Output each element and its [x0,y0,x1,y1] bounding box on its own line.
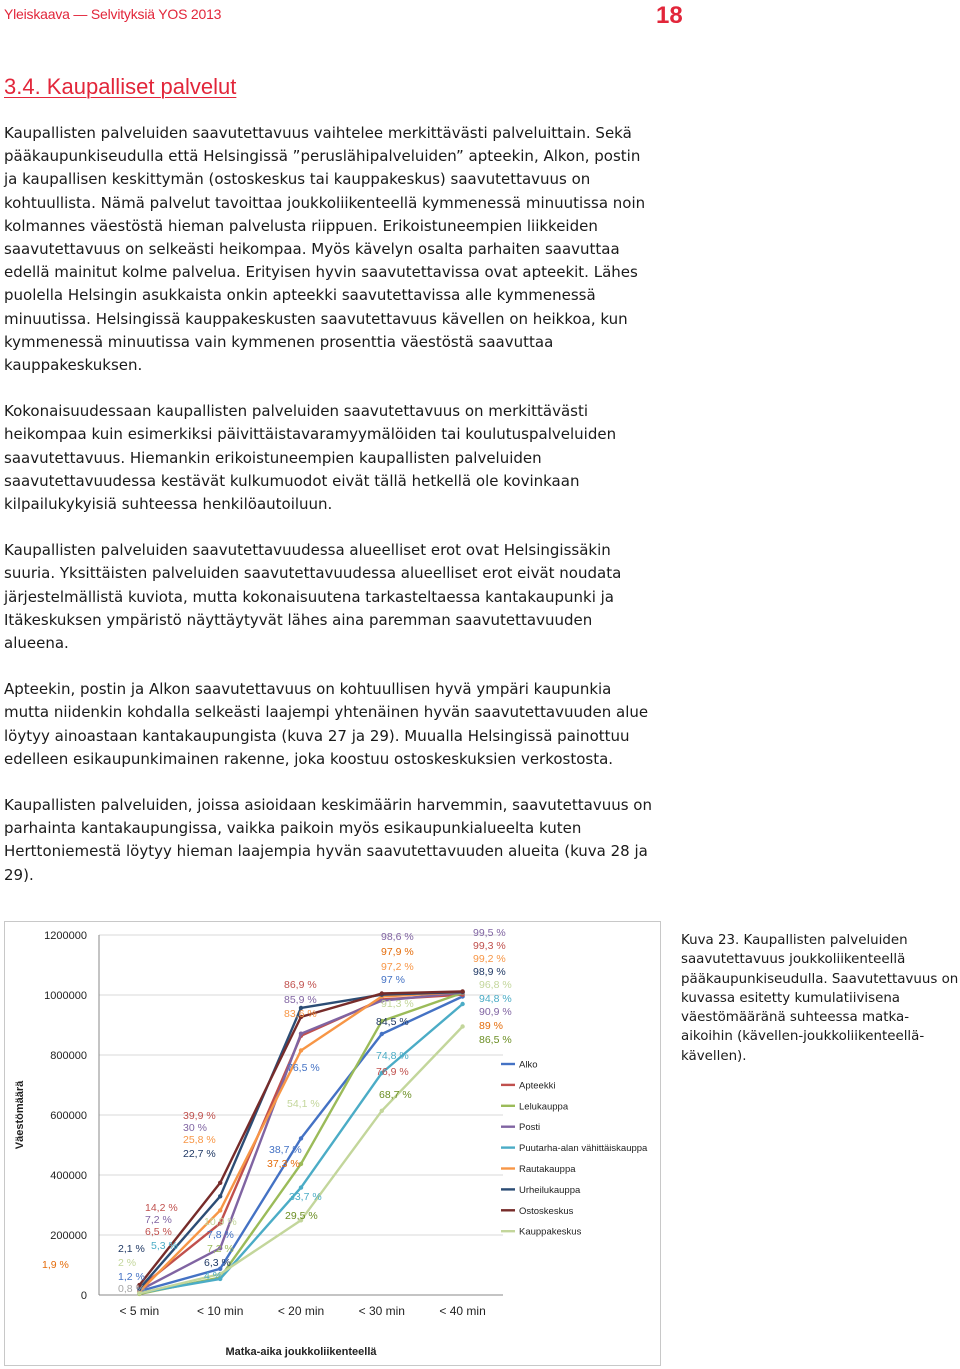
data-label: 86,9 % [284,979,317,991]
y-tick-label: 1000000 [44,990,87,1002]
data-label: 6,5 % [145,1226,172,1238]
series-point [218,1208,222,1212]
series-point [299,1032,303,1036]
data-label: 38,7 % [269,1144,302,1156]
data-label: 2 % [118,1257,137,1269]
data-label: 68,7 % [379,1089,412,1101]
series-point [380,1109,384,1113]
legend-label: Urheilukauppa [519,1184,581,1196]
data-label: 97 % [381,974,405,986]
legend-label: Alko [519,1059,538,1071]
legend-label: Posti [519,1122,541,1134]
data-label: 1,9 % [42,1259,69,1271]
legend-label: Puutarha-alan vähittäiskauppa [519,1143,648,1155]
y-tick-label: 400000 [50,1170,87,1182]
page-number: 18 [656,2,683,29]
chart-frame [4,921,661,1366]
data-label: 10,9 % [204,1216,237,1228]
x-tick-label: < 30 min [358,1304,405,1318]
paragraph-5: Kaupallisten palveluiden, joissa asioidaan keskimäärin harvemmin, saavutettavuus on parhainta kantakaupungissa, vaikka paikoin myös esikaupunkialueelta kuten Herttoniemestä löytyy hieman laajempia hyvän saavutettavuuden alueita (kuva 28 ja 29). [4,796,652,884]
data-label: 4 % [204,1270,223,1282]
data-label: 30 % [183,1122,207,1134]
x-tick-label: < 10 min [197,1304,244,1318]
paragraph-2: Kokonaisuudessaan kaupallisten palveluiden saavutettavuus on merkittävästi heikompaa kuin esimerkiksi päivittäistavaramyymälöiden tai koulutuspalveluiden saavutettavuus. Hiemankin erikoistuneempien kaupallisten palveluiden saavutettavuudessa kestävät kulkumuodot eivät tällä hetkellä ole kovinkaan kilpailukykyisiä suhteessa henkilöautoiluun. [4,402,617,514]
series-point [380,991,384,995]
data-label: 76,5 % [287,1062,320,1074]
data-label: 85,9 % [284,994,317,1006]
legend-label: Lelukauppa [519,1101,569,1113]
data-label: 7,2 % [207,1243,234,1255]
data-label: 86,5 % [479,1034,512,1046]
data-label: 98,9 % [473,966,506,978]
data-label: 76,9 % [376,1066,409,1078]
series-point [299,1048,303,1052]
data-label: 37,3 % [267,1158,300,1170]
data-label: 25,8 % [183,1134,216,1146]
figure-caption: Kuva 23. Kaupallisten palveluiden saavutettavuus joukkoliikenteellä pääkaupunkiseudulla. Saavutettavuus on kuvassa esitetty kumulatiivisena väestömääränä suhteessa matka-aikoihin (kävellen-joukkoliikenteellä-kävellen). [681,933,959,1064]
data-label: 74,8 % [376,1050,409,1062]
legend-label: Kauppakeskus [519,1226,582,1238]
paragraph-1: Kaupallisten palveluiden saavutettavuus vaihtelee merkittävästi palveluittain. Sekä pääkaupunkiseudulla että Helsingissä ”peruslähipalveluiden” apteekin, Alkon, postin ja kaupallisen keskittymän (ostoskeskus tai kauppakeskus) saavutettavuus on kohtuullista. Nämä palvelut tavoittaa joukkoliikenteellä kymmenessä minuutissa noin kolmannes väestöstä hieman palvelusta riippuen. Erikoistuneempien liikkeiden saavutettavuus on selkeästi heikompaa. Myös kävelyn osalta parhaiten saavuttaa edellä mainitut kolme palvelua. Erityisen hyvin saavutettavissa ovat apteekit. Lähes puolella Helsingin asukkaista onkin apteekki saavutettavissa alle kymmenessä minuutissa. Helsingissä kauppakeskusten saavutettavuus kävellen on heikkoa, kun kymmenessä minuutissa vain kymmenen prosenttia väestöstä saavuttaa kauppakeskuksen. [4,124,646,375]
y-tick-label: 1200000 [44,930,87,942]
data-label: 83,6 % [284,1008,317,1020]
data-label: 29,5 % [285,1210,318,1222]
x-tick-label: < 40 min [439,1304,486,1318]
series-point [460,989,464,993]
legend-label: Apteekki [519,1080,556,1092]
series-point [460,1002,464,1006]
y-axis-title: Väestömäärä [14,1080,26,1150]
data-label: 91,3 % [381,998,414,1010]
x-axis-title: Matka-aika joukkoliikenteellä [225,1346,377,1358]
y-tick-label: 0 [80,1290,87,1302]
legend-label: Ostoskeskus [519,1205,574,1217]
series-point [218,1194,222,1198]
y-tick-label: 600000 [50,1110,87,1122]
data-label: 89 % [479,1020,503,1032]
paragraph-3: Kaupallisten palveluiden saavutettavuudessa alueelliset erot ovat Helsingissäkin suuria. Yksittäisten palveluiden saavutettavuudessa alueelliset erot eivät noudata järjestelmällistä kuviota, mutta kokonaisuutena tarkasteltaessa kantakaupunki ja Itäkeskuksen ympäristö näyttäytyvät lähes aina paremman saavutettavuuden alueena. [4,541,622,653]
data-label: 99,2 % [473,953,506,965]
data-label: 97,2 % [381,961,414,973]
data-label: 2,1 % [118,1243,145,1255]
y-tick-label: 200000 [50,1230,87,1242]
data-label: 22,7 % [183,1148,216,1160]
series-point [460,1024,464,1028]
data-label: 33,7 % [289,1191,322,1203]
body-text [4,122,654,910]
series-point [299,1185,303,1189]
data-label: 96,8 % [479,979,512,991]
section-title: 3.4. Kaupalliset palvelut [4,74,237,99]
data-label: 99,5 % [473,927,506,939]
publication-header: Yleiskaava — Selvityksiä YOS 2013 [4,6,222,22]
data-label: 39,9 % [183,1110,216,1122]
data-label: 84,5 % [376,1016,409,1028]
data-label: 94,8 % [479,993,512,1005]
data-label: 99,3 % [473,940,506,952]
series-point [299,1136,303,1140]
x-tick-label: < 20 min [277,1304,325,1318]
data-label: 6,3 % [204,1257,231,1269]
y-tick-label: 800000 [50,1050,87,1062]
data-label: 7,8 % [207,1229,234,1241]
legend-label: Rautakauppa [519,1164,576,1175]
series-point [218,1181,222,1185]
data-label: 7,2 % [145,1214,172,1226]
data-label: 5,3 % [151,1240,178,1252]
series-point [380,1032,384,1036]
data-label: 90,9 % [479,1006,512,1018]
data-label: 97,9 % [381,946,414,958]
data-label: 14,2 % [145,1202,178,1214]
x-tick-label: < 5 min [119,1304,160,1318]
accessibility-line-chart [5,922,660,1365]
data-label: 54,1 % [287,1098,320,1110]
data-label: 98,6 % [381,931,414,943]
data-label: 1,2 % [118,1271,145,1283]
data-label: 0,8 % [118,1283,145,1295]
paragraph-4: Apteekin, postin ja Alkon saavutettavuus on kohtuullisen hyvä ympäri kaupunkia mutta niidenkin kohdalla selkeästi laajempi yhtenäinen hyvän saavutettavuuden alue löytyy ainoastaan kantakaupungista (kuva 27 ja 29). Muualla Helsingissä painottuu edelleen esikaupunkimainen rakenne, joka koostuu ostoskeskuksien verkostosta. [4,680,649,768]
